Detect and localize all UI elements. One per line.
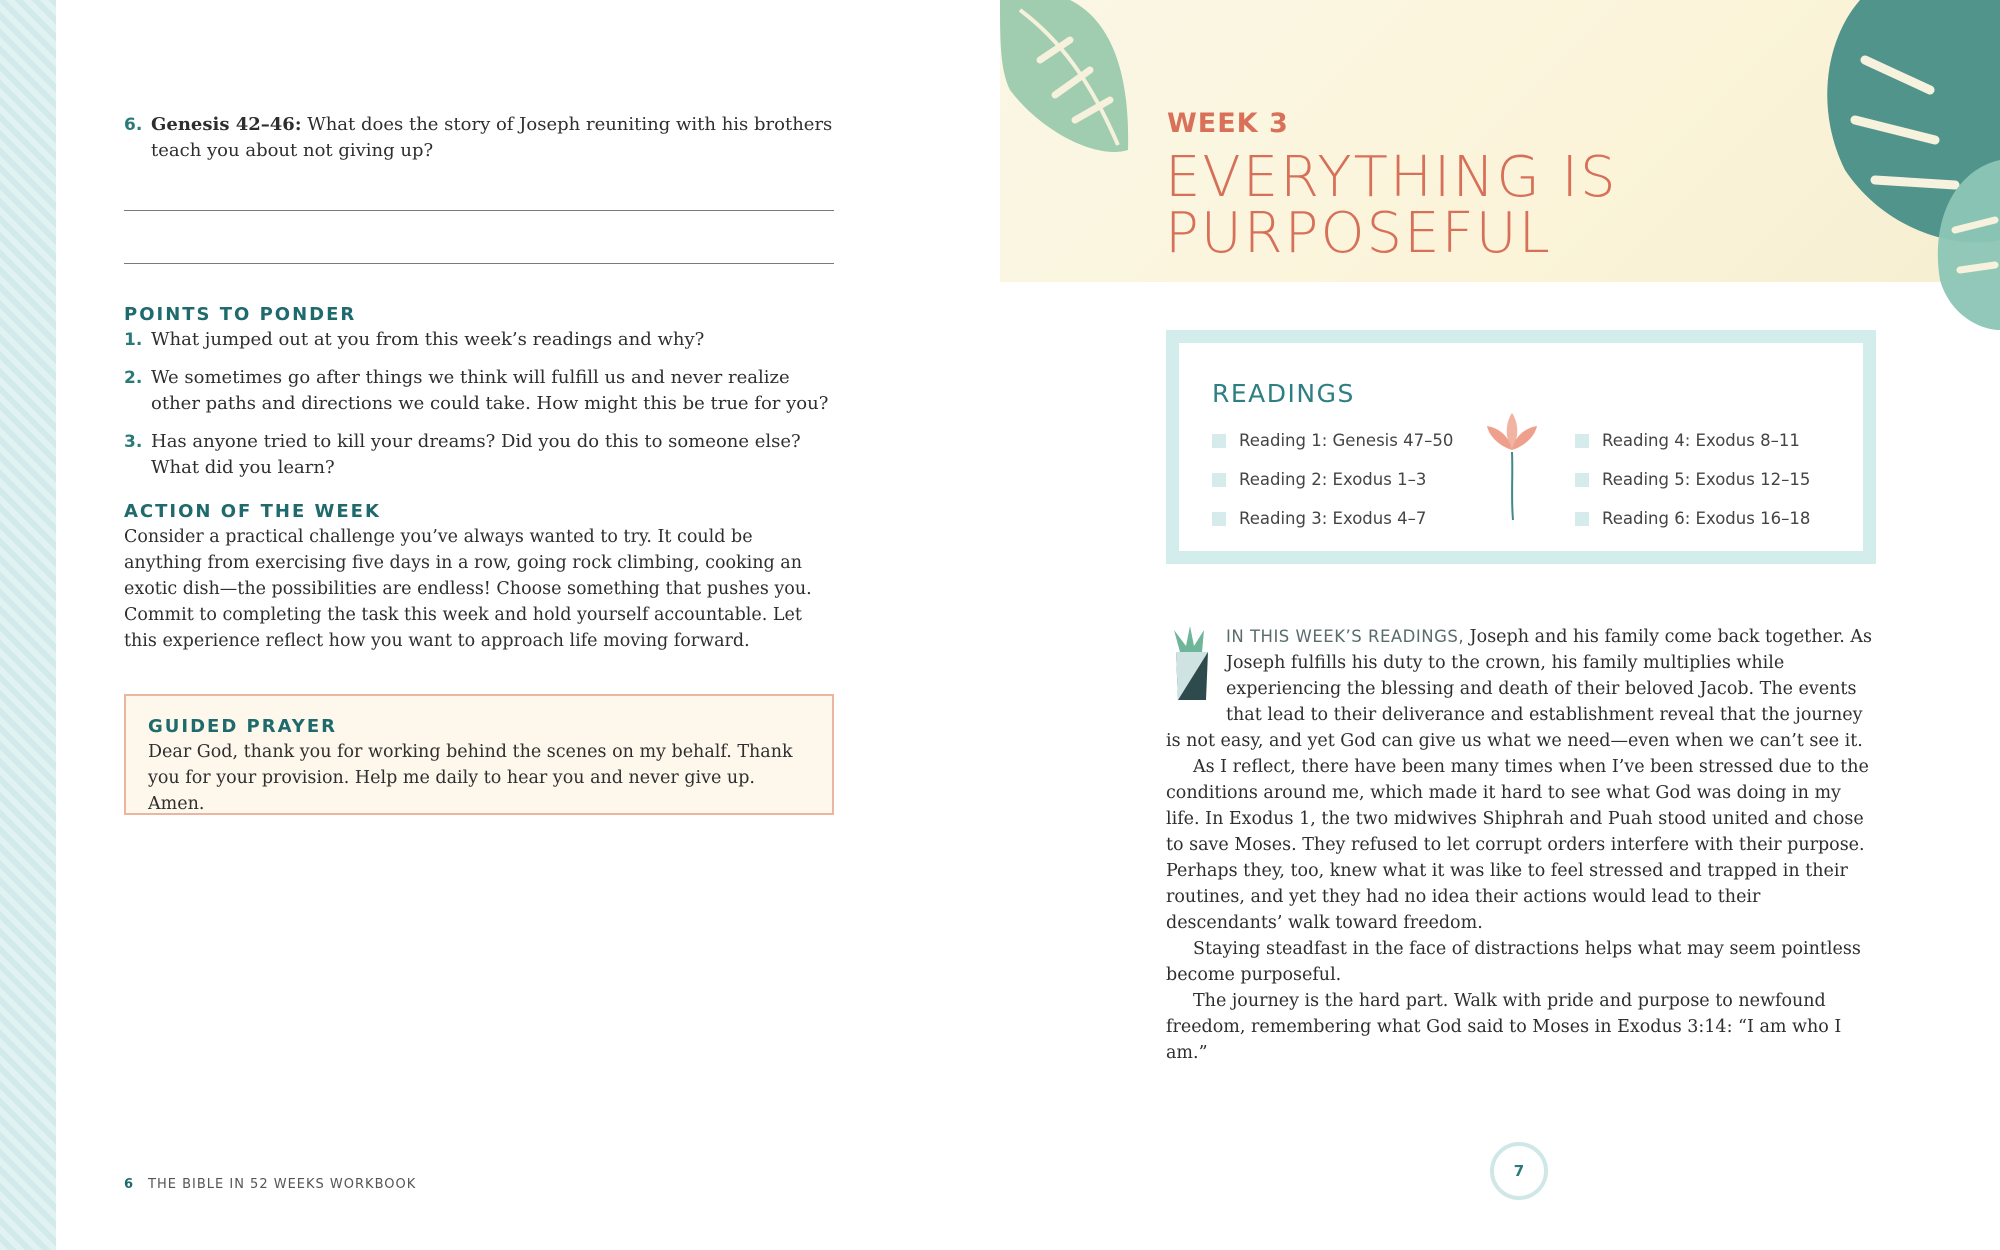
flower-icon [1477,408,1547,523]
readings-heading: READINGS [1212,379,1355,408]
question-text: What does the story of Joseph reuniting with his brothers teach you about not giving up? [151,114,833,161]
action-of-the-week-heading: ACTION OF THE WEEK [124,501,381,522]
list-item: 3. Has anyone tried to kill your dreams? Did you do this to someone else? What did you learn? [124,431,801,478]
checkbox-icon[interactable] [1212,434,1226,448]
week-label: WEEK 3 [1167,108,1289,139]
page-number: 6 [124,1177,135,1192]
readings-box [1166,330,1876,564]
reading-item[interactable]: Reading 2: Exodus 1–3 [1212,470,1426,489]
question-number: 6. [124,115,143,135]
potted-plant-icon [1166,624,1218,704]
checkbox-icon[interactable] [1575,473,1589,487]
checkbox-icon[interactable] [1212,473,1226,487]
list-item: 1. What jumped out at you from this week’s readings and why? [124,329,705,350]
points-list [124,327,834,481]
prayer-text: Dear God, thank you for working behind the scenes on my behalf. Thank you for your provision. Help me daily to hear you and never give up. Amen. [148,742,793,814]
reading-item[interactable]: Reading 1: Genesis 47–50 [1212,431,1453,450]
guided-prayer-heading: GUIDED PRAYER [148,716,337,737]
checkbox-icon[interactable] [1575,434,1589,448]
left-page [124,112,834,654]
body-paragraph: As I reflect, there have been many times when I’ve been stressed due to the conditions around me, which made it hard to see what God was doing in my life. In Exodus 1, the two midwives Shiphrah and Puah stood united and chose to save Moses. They refused to let corrupt orders interfere with their purpose. Perhaps they, too, knew what it was like to feel stressed and trapped in their routines, and yet they had no idea their actions would lead to their descendants’ walk toward freedom. [1166,757,1869,933]
points-to-ponder-heading: POINTS TO PONDER [124,304,357,325]
reading-item[interactable]: Reading 6: Exodus 16–18 [1575,509,1810,528]
page-number-badge: 7 [1490,1142,1548,1200]
checkbox-icon[interactable] [1575,512,1589,526]
left-footer [124,1177,416,1192]
reading-item[interactable]: Reading 3: Exodus 4–7 [1212,509,1426,528]
body-paragraph: The journey is the hard part. Walk with pride and purpose to newfound freedom, remembering what God said to Moses in Exodus 3:14: “I am who I am.” [1166,991,1842,1063]
lead-in: IN THIS WEEK’S READINGS, [1226,627,1465,646]
reading-item[interactable]: Reading 4: Exodus 8–11 [1575,431,1800,450]
body-paragraph: Staying steadfast in the face of distractions helps what may seem pointless become purposeful. [1166,939,1861,985]
question-6 [124,112,834,164]
checkbox-icon[interactable] [1212,512,1226,526]
list-item: 2. We sometimes go after things we think will fulfill us and never realize other paths and directions we could take. How might this be true for you? [124,367,829,414]
monstera-leaf-icon [1000,0,1135,170]
page-title: EVERYTHING IS PURPOSEFUL [1165,145,1618,266]
decorative-border [0,0,56,1250]
book-title: THE BIBLE IN 52 WEEKS WORKBOOK [148,1177,417,1192]
intro-paragraph: IN THIS WEEK’S READINGS, Joseph and his family come back together. As Joseph fulfills his duty to the crown, his family multiplies while experiencing the blessing and death of their beloved Jacob. The events that lead to their deliverance and establishment reveal that the journey is not easy, and yet God can give us what we need—even when we can’t see it. [1166,627,1873,751]
reading-item[interactable]: Reading 5: Exodus 12–15 [1575,470,1810,489]
monstera-leaves-icon [1755,0,2000,335]
action-text: Consider a practical challenge you’ve always wanted to try. It could be anything from exercising five days in a row, going rock climbing, cooking an exotic dish—the possibilities are endless! Choose something that pushes you. Commit to completing the task this week and hold yourself accountable. Let this experience reflect how you want to approach life moving forward. [124,527,812,651]
week-intro-text [1166,624,1876,1066]
question-reference: Genesis 42–46: [151,114,302,135]
guided-prayer-box [124,694,834,815]
